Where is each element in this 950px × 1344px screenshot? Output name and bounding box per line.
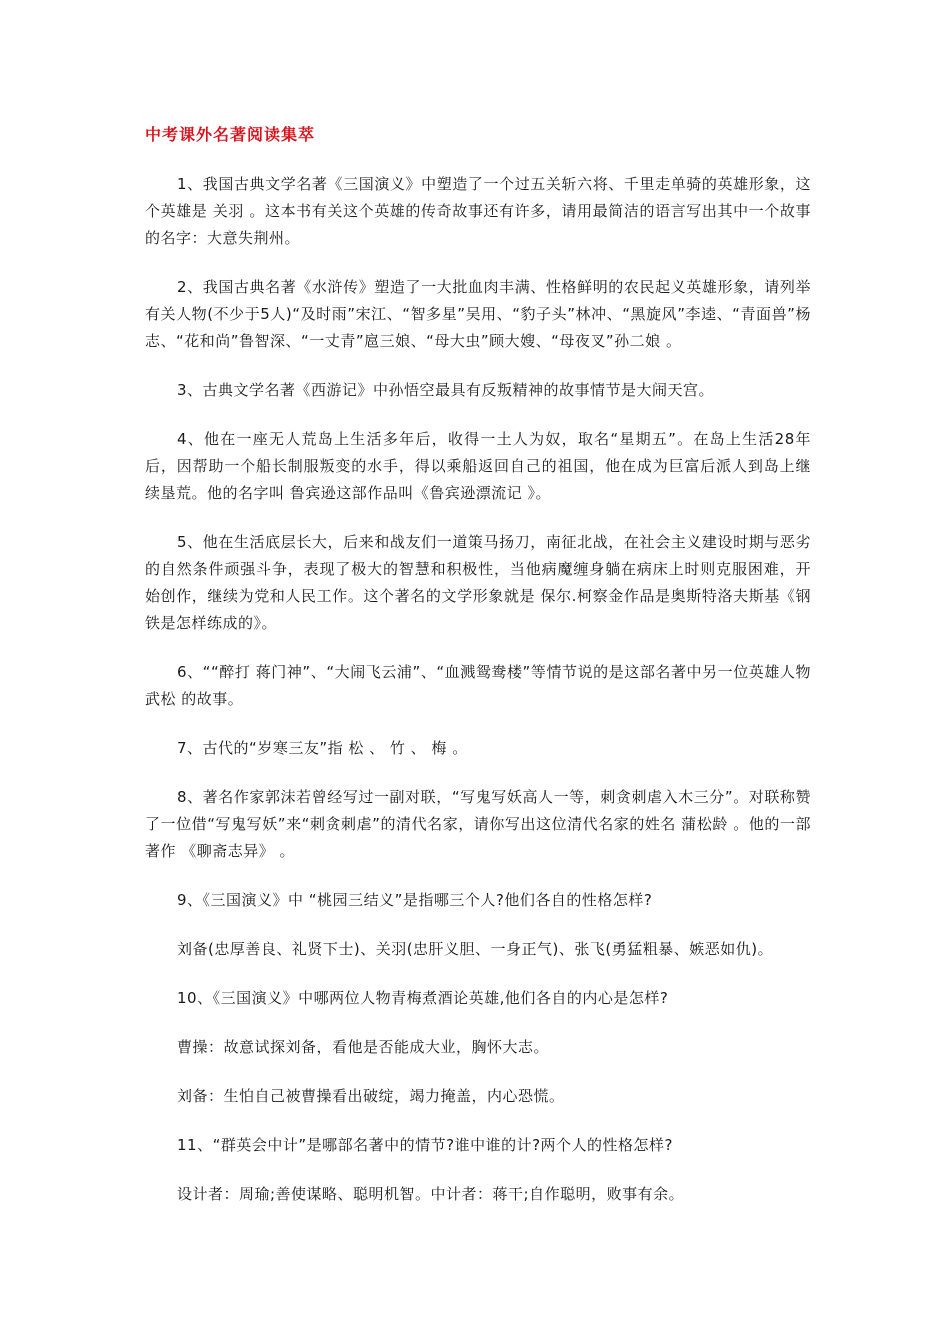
paragraph-6: 6、““醉打 蒋门神”、“大闹飞云浦”、“血溅鸳鸯楼”等情节说的是这部名著中另一位英雄人物 武松 的故事。 <box>145 663 811 708</box>
paragraph-8: 8、著名作家郭沫若曾经写过一副对联，“写鬼写妖高人一等，刺贪刺虐入木三分”。对联称赞了一位借“写鬼写妖”来“刺贪刺虐”的清代名家，请你写出这位清代名家的姓名 蒲松龄 。他的一部著作 《聊斋志异》 。 <box>145 788 811 860</box>
paragraph-11-answer: 设计者：周瑜;善使谋略、聪明机智。中计者：蒋干;自作聪明，败事有余。 <box>177 1185 685 1203</box>
document-body <box>145 171 811 1230</box>
paragraph-7: 7、古代的“岁寒三友”指 松 、 竹 、 梅 。 <box>177 739 468 757</box>
paragraph-5: 5、他在生活底层长大，后来和战友们一道策马扬刀，南征北战，在社会主义建设时期与恶劣的自然条件顽强斗争，表现了极大的智慧和积极性，当他病魔缠身躺在病床上时则克服困难，开始创作，继续为党和人民工作。这个著名的文学形象就是 保尔.柯察金作品是奥斯特洛夫斯基《钢铁是怎样练成的》。 <box>145 533 811 632</box>
paragraph-3: 3、古典文学名著《西游记》中孙悟空最具有反叛精神的故事情节是大闹天宫。 <box>177 381 715 399</box>
paragraph-10-answer-liubei: 刘备：生怕自己被曹操看出破绽，竭力掩盖，内心恐慌。 <box>177 1087 565 1105</box>
paragraph-9-answer: 刘备(忠厚善良、礼贤下士)、关羽(忠肝义胆、一身正气)、张飞(勇猛粗暴、嫉恶如仇)。 <box>177 940 774 958</box>
paragraph-4: 4、他在一座无人荒岛上生活多年后，收得一土人为奴，取名“星期五”。在岛上生活28年后，因帮助一个船长制服叛变的水手，得以乘船返回自己的祖国，他在成为巨富后派人到岛上继续垦荒。他的名字叫 鲁宾逊这部作品叫《鲁宾逊漂流记 》。 <box>145 430 811 502</box>
paragraph-11-question: 11、“群英会中计”是哪部名著中的情节?谁中谁的计?两个人的性格怎样? <box>177 1136 674 1154</box>
document-title: 中考课外名著阅读集萃 <box>145 125 316 144</box>
paragraph-1: 1、我国古典文学名著《三国演义》中塑造了一个过五关斩六将、千里走单骑的英雄形象，这个英雄是 关羽 。这本书有关这个英雄的传奇故事还有许多，请用最简洁的语言写出其中一个故事的名字：大意失荆州。 <box>145 175 811 247</box>
paragraph-9-question: 9、《三国演义》中 “桃园三结义”是指哪三个人?他们各自的性格怎样? <box>177 891 653 909</box>
paragraph-2: 2、我国古典名著《水浒传》塑造了一大批血肉丰满、性格鲜明的农民起义英雄形象，请列举有关人物(不少于5人)“及时雨”宋江、“智多星”吴用、“豹子头”林冲、“黑旋风”李逵、“青面兽”杨志、“花和尚”鲁智深、“一丈青”扈三娘、“母大虫”顾大嫂、“母夜叉”孙二娘 。 <box>145 278 811 350</box>
paragraph-10-question: 10、《三国演义》中哪两位人物青梅煮酒论英雄,他们各自的内心是怎样? <box>177 989 669 1007</box>
paragraph-10-answer-caocao: 曹操：故意试探刘备，看他是否能成大业，胸怀大志。 <box>177 1038 550 1056</box>
